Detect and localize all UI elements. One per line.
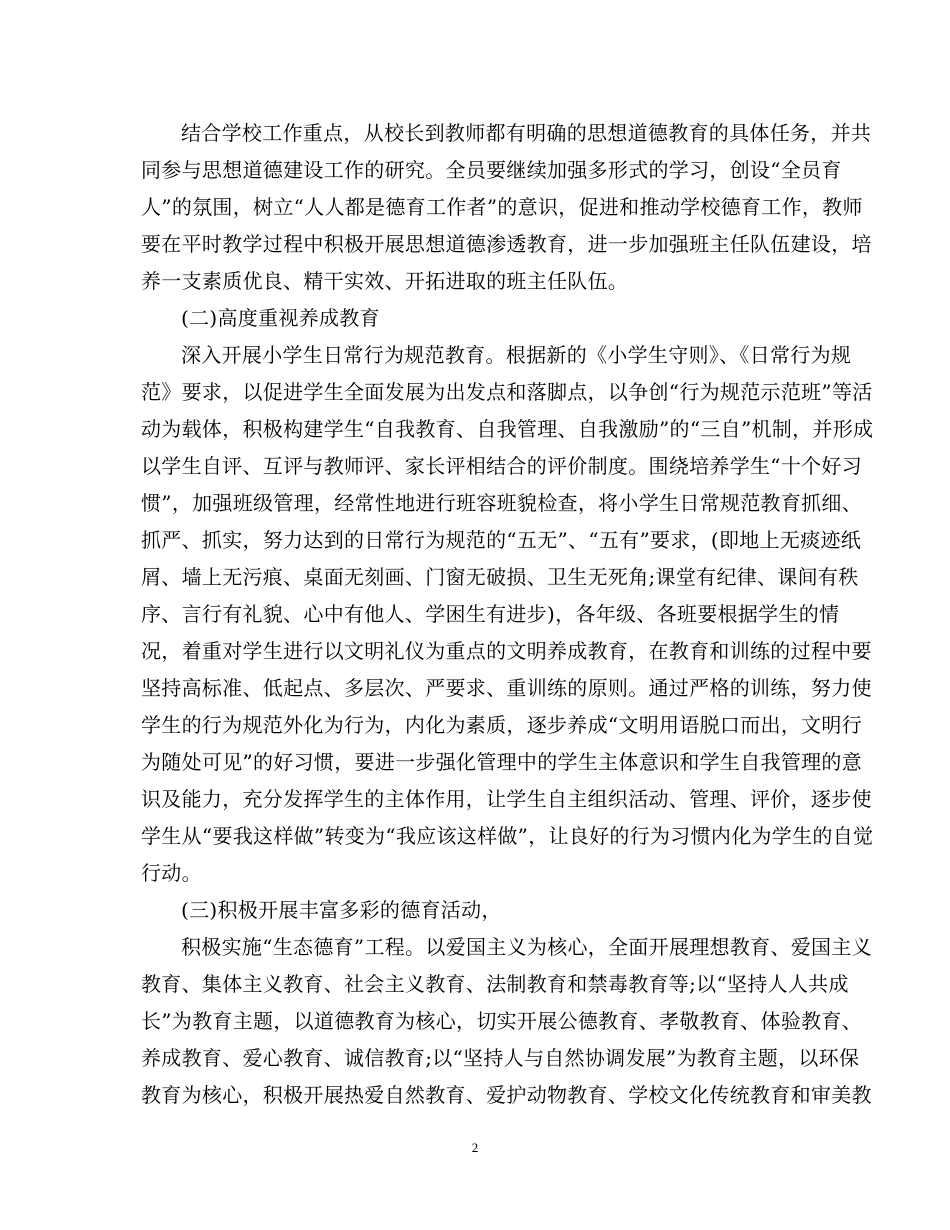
paragraph-line: 长”为教育主题，以道德教育为核心，切实开展公德教育、孝敬教育、体验教育、 [141,1009,863,1033]
paragraph-line: 养一支素质优良、精干实效、开拓进取的班主任队伍。 [141,269,629,293]
paragraph-line: 坚持高标准、低起点、多层次、严要求、重训练的原则。通过严格的训练，努力使 [141,676,872,700]
paragraph-line: 以学生自评、互评与教师评、家长评相结合的评价制度。围绕培养学生“十个好习 [141,454,863,478]
paragraph-line: 学生的行为规范外化为行为，内化为素质，逐步养成“文明用语脱口而出，文明行 [141,713,863,737]
page-number: 2 [471,1140,479,1155]
paragraph-line: 要在平时教学过程中积极开展思想道德渗透教育，进一步加强班主任队伍建设，培 [141,232,872,256]
paragraph-line: 惯”，加强班级管理，经常性地进行班容班貌检查，将小学生日常规范教育抓细、 [141,491,863,515]
paragraph-line: 人”的氛围，树立“人人都是德育工作者”的意识，促进和推动学校德育工作，教师 [141,195,863,219]
paragraph-line: 识及能力，充分发挥学生的主体作用，让学生自主组织活动、管理、评价，逐步使 [141,787,872,811]
paragraph-line: 抓严、抓实，努力达到的日常行为规范的“五无”、“五有”要求，(即地上无痰迹纸 [141,528,862,552]
paragraph-line: 序、言行有礼貌、心中有他人、学困生有进步)，各年级、各班要根据学生的情 [141,602,840,626]
paragraph-line: 同参与思想道德建设工作的研究。全员要继续加强多形式的学习，创设“全员育 [141,158,842,182]
paragraph-line: 况，着重对学生进行以文明礼仪为重点的文明养成教育，在教育和训练的过程中要 [141,639,872,663]
paragraph-line: 深入开展小学生日常行为规范教育。根据新的《小学生守则》、《日常行为规 [181,343,852,367]
section-heading: (三)积极开展丰富多彩的德育活动， [181,898,502,922]
paragraph-line: 养成教育、爱心教育、诚信教育;以“坚持人与自然协调发展”为教育主题，以环保 [141,1046,860,1070]
paragraph-line: 为随处可见”的好习惯，要进一步强化管理中的学生主体意识和学生自我管理的意 [141,750,863,774]
paragraph-line: 学生从“要我这样做”转变为“我应该这样做”，让良好的行为习惯内化为学生的自觉 [141,824,874,848]
paragraph-line: 积极实施“生态德育”工程。以爱国主义为核心，全面开展理想教育、爱国主义 [181,935,872,959]
paragraph-line: 行动。 [141,861,202,885]
paragraph-line: 范》要求，以促进学生全面发展为出发点和落脚点，以争创“行为规范示范班”等活 [141,380,873,404]
paragraph-line: 教育为核心，积极开展热爱自然教育、爱护动物教育、学校文化传统教育和审美教 [141,1083,872,1107]
paragraph-line: 动为载体，积极构建学生“自我教育、自我管理、自我激励”的“三自”机制，并形成 [141,417,874,441]
paragraph-line: 教育、集体主义教育、社会主义教育、法制教育和禁毒教育等;以“坚持人人共成 [141,972,849,996]
paragraph-line: 屑、墙上无污痕、桌面无刻画、门窗无破损、卫生无死角;课堂有纪律、课间有秩 [141,565,859,589]
section-heading: (二)高度重视养成教育 [181,306,380,330]
paragraph-line: 结合学校工作重点，从校长到教师都有明确的思想道德教育的具体任务，并共 [181,121,872,145]
